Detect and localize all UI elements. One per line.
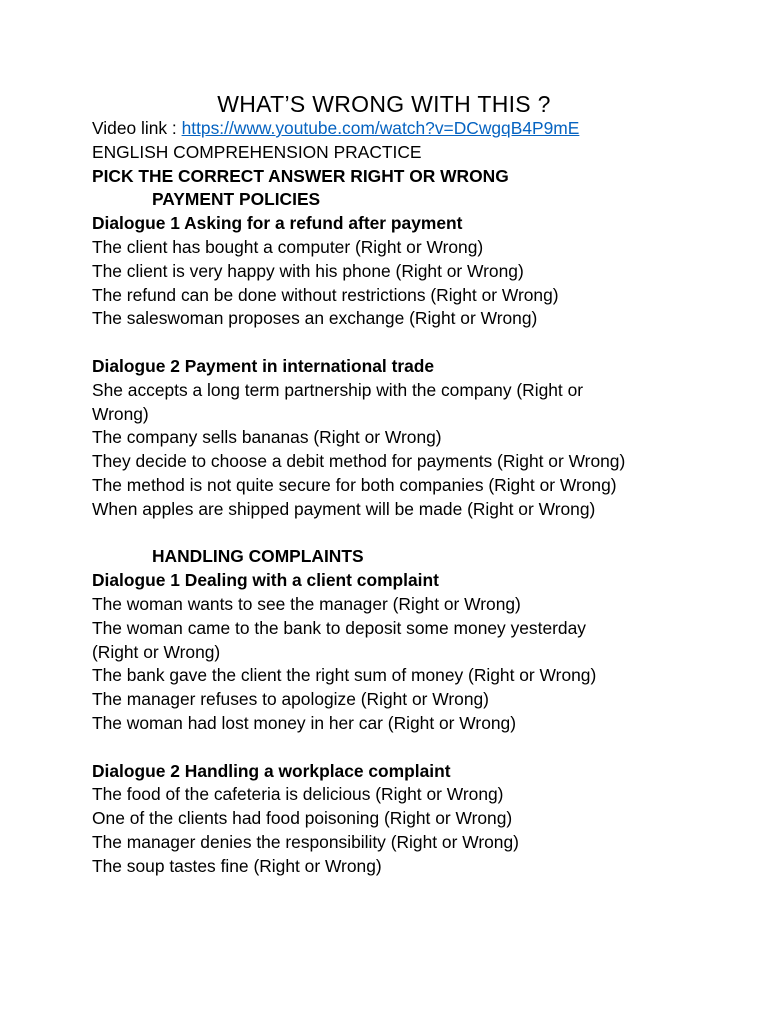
statement: The bank gave the client the right sum of money (Right or Wrong)	[92, 665, 597, 686]
section-heading: PAYMENT POLICIES	[152, 189, 321, 210]
dialogue-heading: Dialogue 2 Handling a workplace complaint	[92, 760, 451, 781]
statement: The woman came to the bank to deposit some money yesterday (Right or Wrong)	[92, 617, 586, 662]
section-heading: HANDLING COMPLAINTS	[152, 546, 364, 567]
video-link[interactable]: https://www.youtube.com/watch?v=DCwgqB4P9mE	[181, 118, 580, 138]
page-title: WHAT’S WRONG WITH THIS ?	[217, 91, 551, 117]
spacer	[92, 736, 752, 760]
statement: The manager denies the responsibility (Right or Wrong)	[92, 831, 519, 852]
statement: The method is not quite secure for both companies (Right or Wrong)	[92, 474, 617, 495]
statement: The client is very happy with his phone (Right or Wrong)	[92, 260, 524, 281]
statement: The refund can be done without restrictions (Right or Wrong)	[92, 284, 559, 305]
instruction: PICK THE CORRECT ANSWER RIGHT OR WRONG	[92, 165, 509, 186]
dialogue-heading: Dialogue 1 Dealing with a client complaint	[92, 570, 439, 591]
statement: The manager refuses to apologize (Right or Wrong)	[92, 689, 489, 710]
statement: The soup tastes fine (Right or Wrong)	[92, 855, 382, 876]
statement: The woman wants to see the manager (Right or Wrong)	[92, 593, 521, 614]
statement: They decide to choose a debit method for payments (Right or Wrong)	[92, 451, 626, 472]
dialogue-heading: Dialogue 2 Payment in international trade	[92, 355, 435, 376]
statement: The company sells bananas (Right or Wrong)	[92, 427, 442, 448]
statement: She accepts a long term partnership with the company (Right or Wrong)	[92, 379, 584, 424]
subtitle: ENGLISH COMPREHENSION PRACTICE	[92, 141, 422, 162]
statement: The saleswoman proposes an exchange (Right or Wrong)	[92, 308, 538, 329]
document-body	[92, 117, 752, 879]
statement: The woman had lost money in her car (Right or Wrong)	[92, 712, 516, 733]
statement: The client has bought a computer (Right or Wrong)	[92, 236, 484, 257]
spacer	[92, 522, 752, 546]
statement: One of the clients had food poisoning (Right or Wrong)	[92, 808, 513, 829]
spacer	[92, 331, 752, 355]
video-link-line	[92, 117, 752, 141]
statement: The food of the cafeteria is delicious (Right or Wrong)	[92, 784, 504, 805]
statement: When apples are shipped payment will be made (Right or Wrong)	[92, 498, 596, 519]
video-link-label: Video link :	[92, 118, 182, 138]
dialogue-heading: Dialogue 1 Asking for a refund after payment	[92, 213, 463, 234]
